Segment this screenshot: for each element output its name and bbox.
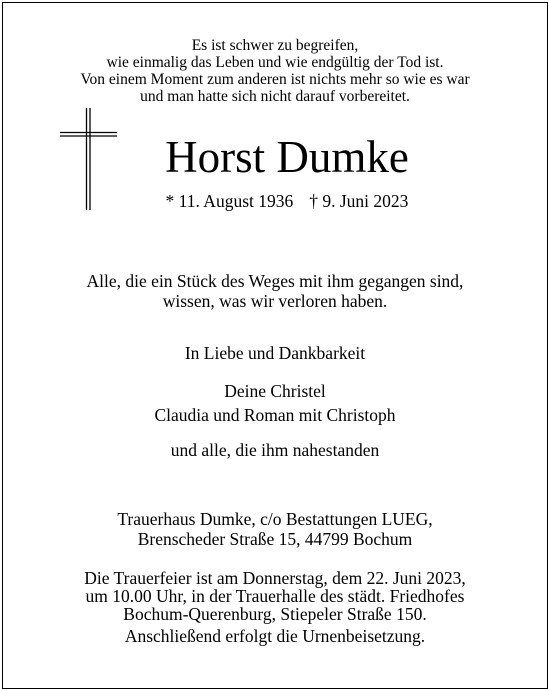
intro-line: und man hatte sich nicht darauf vorbereitet.: [140, 88, 410, 105]
ceremony-line: Anschließend erfolgt die Urnenbeisetzung.: [124, 626, 426, 646]
life-dates: [12, 190, 550, 212]
address-line: Brenscheder Straße 15, 44799 Bochum: [137, 529, 413, 549]
intro-line: Von einem Moment zum anderen ist nichts mehr so wie es war: [80, 71, 470, 88]
ceremony-line: um 10.00 Uhr, in der Trauerhalle des städt. Friedhofes: [85, 586, 465, 606]
signers: [0, 379, 550, 427]
intro-line: Es ist schwer zu begreifen,: [191, 37, 359, 54]
deceased-name: Horst Dumke: [165, 132, 409, 182]
ceremony-line: Die Trauerfeier ist am Donnerstag, dem 22. Juni 2023,: [84, 568, 466, 588]
birth-date: * 11. August 1936: [165, 191, 294, 211]
verse-line: Alle, die ein Stück des Weges mit ihm gegangen sind,: [86, 271, 464, 291]
intro-poem: [0, 37, 550, 105]
verse-line: wissen, was wir verloren haben.: [162, 291, 388, 311]
signer-line: Claudia und Roman mit Christoph: [154, 405, 396, 425]
address-line: Trauerhaus Dumke, c/o Bestattungen LUEG,: [117, 509, 433, 529]
memorial-verse: [0, 271, 550, 311]
ceremony-line: Bochum-Querenburg, Stiepeler Straße 150.: [123, 604, 427, 624]
intro-line: wie einmalig das Leben und wie endgültig der Tod ist.: [106, 54, 444, 71]
mourning-address: [0, 509, 550, 549]
signer-line: Deine Christel: [224, 381, 326, 401]
love-line: In Liebe und Dankbarkeit: [184, 343, 366, 363]
others-line: und alle, die ihm nahestanden: [170, 440, 380, 460]
death-date: † 9. Juni 2023: [309, 191, 409, 211]
ceremony-info: [0, 569, 550, 645]
